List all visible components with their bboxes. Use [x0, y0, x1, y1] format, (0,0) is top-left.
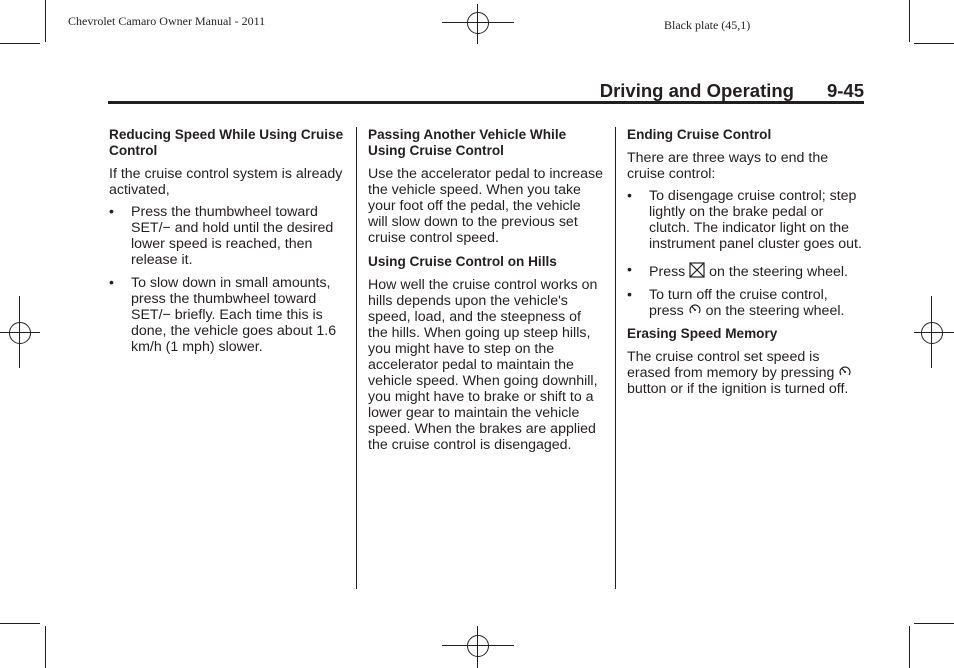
list-item — [627, 287, 864, 319]
crop-mark — [0, 43, 40, 44]
list-item-text: To slow down in small amounts, press the thumbwheel toward SET/− briefly. Each time this is done, the vehicle goes about 1.6 km/h (1 mph) slower. — [131, 275, 337, 355]
list-item-text: To disengage cruise control; step lightly on the brake pedal or clutch. The indicator light on the instrument panel cluster goes out. — [649, 188, 862, 252]
section-title: Driving and Operating — [599, 80, 794, 101]
registration-mark-top — [442, 4, 514, 44]
list-item-text: Press the thumbwheel toward SET/− and hold until the desired lower speed is reached, then release it. — [131, 204, 334, 268]
list-item-text: press — [649, 303, 684, 319]
crop-mark — [909, 626, 910, 668]
manual-title: Chevrolet Camaro Owner Manual - 2011 — [68, 14, 266, 28]
crop-mark — [914, 623, 954, 624]
bullet-glyph: • — [627, 188, 632, 204]
heading-reducing-speed: Reducing Speed While Using Cruise Control — [109, 127, 344, 158]
cancel-button-icon — [689, 262, 705, 278]
crop-mark — [909, 0, 910, 42]
heading-passing: Passing Another Vehicle While Using Cruise Control — [368, 127, 567, 158]
bullet-list — [627, 188, 864, 319]
column-2 — [368, 127, 604, 453]
bullet-glyph: • — [627, 287, 632, 303]
crop-mark — [45, 0, 46, 42]
list-item — [109, 275, 347, 355]
bullet-glyph: • — [109, 275, 114, 291]
registration-mark-left — [0, 296, 40, 368]
heading-ending: Ending Cruise Control — [627, 127, 772, 142]
header-rule — [108, 101, 864, 104]
paragraph-text: erased from memory by pressing — [627, 365, 835, 381]
column-divider — [356, 127, 357, 589]
page-number: 9-45 — [826, 80, 864, 101]
column-divider — [615, 127, 616, 589]
list-item — [627, 188, 864, 252]
registration-mark-right — [914, 296, 954, 368]
section-header — [108, 80, 864, 102]
plate-info: Black plate (45,1) — [664, 18, 751, 32]
column-3 — [627, 127, 864, 397]
list-item-text: Press — [649, 264, 686, 280]
cruise-onoff-icon — [688, 303, 702, 317]
paragraph — [627, 349, 864, 397]
list-item-text: on the steering wheel. — [709, 264, 848, 280]
bullet-glyph: • — [627, 262, 632, 278]
crop-mark — [914, 43, 954, 44]
list-item-text: To turn off the cruise control, — [649, 287, 828, 303]
paragraph: There are three ways to end the cruise control: — [627, 150, 829, 182]
bullet-glyph: • — [109, 204, 114, 220]
list-item — [109, 204, 347, 268]
heading-erasing: Erasing Speed Memory — [627, 326, 778, 341]
list-item — [627, 262, 864, 280]
list-item-text: on the steering wheel. — [705, 303, 845, 319]
cruise-onoff-icon — [838, 365, 852, 379]
paragraph-text: button or if the ignition is turned off. — [627, 381, 849, 397]
paragraph: If the cruise control system is already activated, — [109, 166, 343, 198]
paragraph: How well the cruise control works on hills depends upon the vehicle's speed, load, and the steepness of the hills. When going up steep hills, you might have to step on the accelerator pedal to maintain the vehicle speed. When going downhill, you might have to brake or shift to a lower gear to maintain the vehicle speed. When the brakes are applied the cruise control is disengaged. — [368, 277, 598, 453]
column-1 — [109, 127, 347, 362]
bullet-list — [109, 204, 347, 355]
crop-mark — [0, 623, 40, 624]
heading-hills: Using Cruise Control on Hills — [368, 254, 557, 269]
paragraph: Use the accelerator pedal to increase the vehicle speed. When you take your foot off the pedal, the vehicle will slow down to the previous set cruise control speed. — [368, 166, 604, 246]
crop-mark — [45, 626, 46, 668]
paragraph-text: The cruise control set speed is — [627, 349, 820, 365]
registration-mark-bottom — [442, 626, 514, 668]
